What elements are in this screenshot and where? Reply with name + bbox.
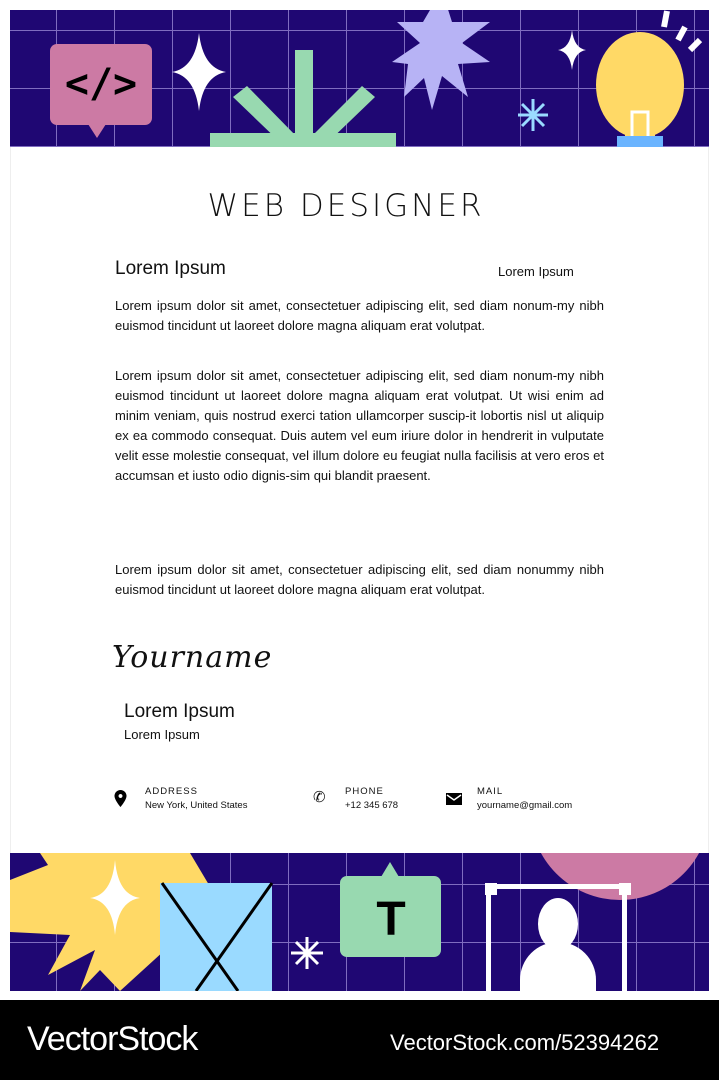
letter-body-frame [10,147,709,853]
top-decorative-banner [10,10,709,147]
paragraph-1: Lorem ipsum dolor sit amet, consectetuer adipiscing elit, sed diam nonum-my nibh euismod tincidunt ut laoreet dolore magna aliquam erat volutpat. [115,298,604,333]
header-right-text: Lorem Ipsum [498,264,574,279]
signature-name: Lorem Ipsum [124,701,235,722]
phone-value: +12 345 678 [345,800,399,811]
small-sparkle-icon [558,30,586,70]
footer-brand-logo: VectorStock [27,1020,198,1058]
lightbulb-icon [596,11,700,147]
mail-value: yourname@gmail.com [477,800,573,811]
asterisk-icon [291,937,323,969]
location-pin-icon [114,790,127,807]
bottom-decorative-banner [10,853,709,991]
watermark-footer [0,1000,719,1080]
svg-text:</>: </> [64,61,138,107]
mail-label: MAIL [477,786,504,797]
sender-name: Lorem Ipsum [115,258,226,279]
sparkle-icon [172,33,226,111]
code-bubble-icon [50,44,152,138]
star-burst-icon [392,10,490,110]
paragraph-3: Lorem ipsum dolor sit amet, consectetuer adipiscing elit, sed diam nonummy nibh euismod tincidunt ut laoreet dolore magna aliquam erat volutpat. [115,562,604,597]
footer-url: VectorStock.com/52394262 [390,1030,660,1055]
phone-icon: ✆ [313,789,326,806]
svg-text:T: T [376,893,406,946]
burst-rays-icon [210,50,396,147]
signature: Yourname [112,640,273,675]
page-title: WEB DESIGNER [207,188,485,224]
text-tool-bubble-icon [340,862,441,957]
mail-icon [446,793,462,805]
address-value: New York, United States [145,800,248,811]
address-label: ADDRESS [145,786,198,797]
phone-label: PHONE [345,786,384,797]
image-placeholder-icon [160,883,272,991]
asterisk-icon [518,99,548,131]
paragraph-2: Lorem ipsum dolor sit amet, consectetuer adipiscing elit, sed diam nonum-my nibh euismod tincidunt ut laoreet dolore magna aliquam erat volutpat. Ut wisi enim ad minim veniam, quis nostrud exerci tation ullamcorper suscip-it lobortis nisl ut aliquip ex ea commodo consequat. Duis autem vel eum iriure dolor in hendrerit in vulputate velit esse molestie consequat, vel illum dolore eu feugiat nulla facilisis at vero eros et accumsan et iusto odio dignis-sim qui blandit praesent. [115,368,604,483]
signature-role: Lorem Ipsum [124,727,200,742]
